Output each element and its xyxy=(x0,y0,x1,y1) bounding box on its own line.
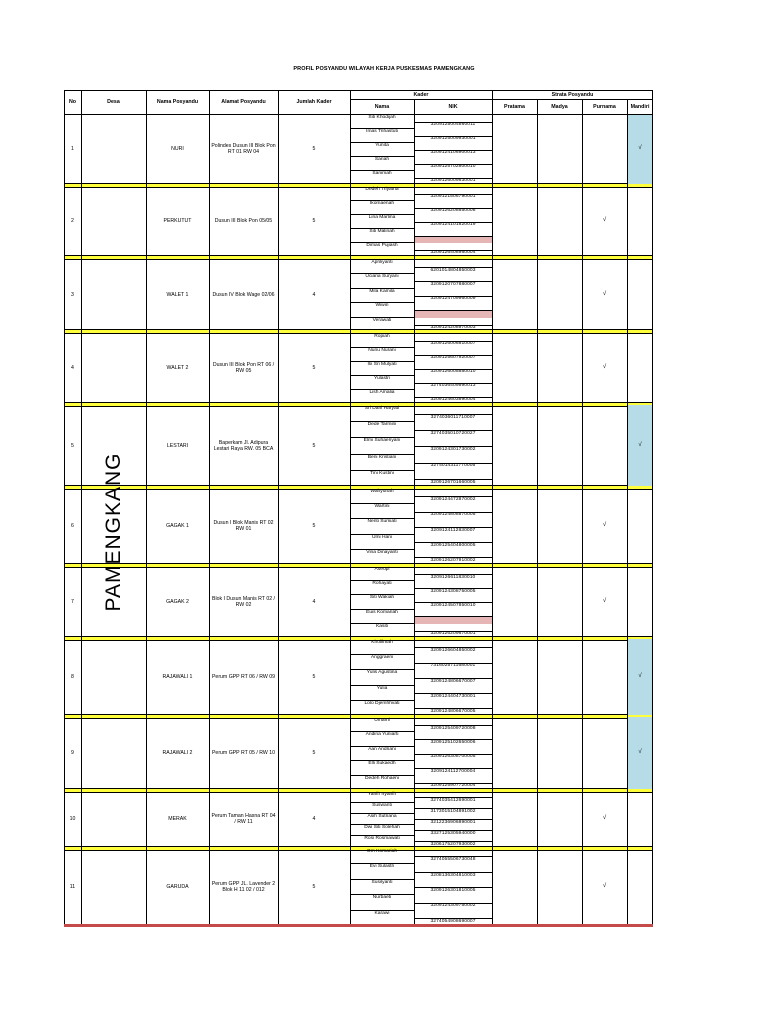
kader-name-divider xyxy=(350,534,414,535)
kader-nik: 6201014804850003 xyxy=(430,267,476,273)
kader-nik-divider xyxy=(414,236,492,237)
kader-name-divider xyxy=(350,317,414,318)
kader-nik: 3209125409720008 xyxy=(430,725,476,731)
kader-name-divider xyxy=(350,609,414,610)
kader-nik-divider xyxy=(414,631,492,632)
kader-name: Elmi Suhaeriyani xyxy=(363,438,401,444)
kader-nik-divider xyxy=(414,355,492,356)
posyandu-name: RAJAWALI 2 xyxy=(162,750,193,756)
kader-name-divider xyxy=(350,760,414,761)
kader-nik-divider xyxy=(414,557,492,558)
kader-nik: 3209120707880007 xyxy=(430,282,476,288)
kader-name: Yulastri xyxy=(373,376,391,381)
kader-count: 4 xyxy=(312,598,316,605)
kader-nik: 7316025711680001 xyxy=(430,663,476,669)
empty-nik-cell xyxy=(415,310,492,318)
row-number: 10 xyxy=(69,815,76,822)
kader-nik: 3209124507850010 xyxy=(430,602,476,608)
kader-name: Dwi Siti Solehah xyxy=(364,825,400,830)
kader-name-divider xyxy=(350,775,414,776)
kader-name-divider xyxy=(350,302,414,303)
kader-count: 5 xyxy=(312,442,316,449)
kader-name: Susilyanti xyxy=(371,879,393,885)
kader-nik: 3274014311770005 xyxy=(430,463,476,469)
kader-nik: 3209121506790001 xyxy=(430,194,476,200)
header-strata: Strata Posyandu xyxy=(551,91,594,98)
kader-nik-divider xyxy=(414,178,492,179)
kader-name-divider xyxy=(350,700,414,701)
row-number: 7 xyxy=(71,598,74,605)
kader-count: 4 xyxy=(312,292,316,298)
document-title: PROFIL POSYANDU WILAYAH KERJA PUSKESMAS PAMENGKANG xyxy=(293,66,475,72)
kader-nik-divider xyxy=(414,768,492,769)
kader-nik-divider xyxy=(414,918,492,919)
kader-count: 5 xyxy=(312,146,316,152)
kader-nik-divider xyxy=(414,194,492,195)
kader-name: Aan Andriani xyxy=(368,746,396,752)
kader-name-divider xyxy=(350,128,414,129)
posyandu-name: WALET 1 xyxy=(166,292,189,298)
kader-name-divider xyxy=(350,361,414,362)
kader-nik-divider xyxy=(414,527,492,528)
kader-nik-divider xyxy=(414,463,492,464)
kader-name-divider xyxy=(350,142,414,143)
row-number: 11 xyxy=(69,883,76,890)
kader-nik-divider xyxy=(414,663,492,664)
kader-name: Andina Yuniarti xyxy=(365,732,399,738)
kader-nik: 3209124404730001 xyxy=(430,693,476,699)
kader-name: Umami xyxy=(374,718,390,723)
kader-name-divider xyxy=(350,863,414,864)
kader-name-divider xyxy=(350,835,414,836)
kader-name: Apriliyanti xyxy=(371,260,393,265)
empty-nik-cell xyxy=(415,236,492,244)
kader-name-divider xyxy=(350,685,414,686)
posyandu-address: Perum Taman Hasna RT 04 / RW 11 xyxy=(211,812,276,825)
kader-nik: 3209126209670001 xyxy=(430,631,476,637)
kader-count: 5 xyxy=(312,365,316,371)
kader-nik: 3209126208850008 xyxy=(430,208,476,214)
header-alamat: Alamat Posyandu xyxy=(221,99,266,105)
kader-nik-divider xyxy=(414,208,492,209)
kader-nik-divider xyxy=(414,250,492,251)
kader-nik: 3209126701660005 xyxy=(430,479,476,485)
kader-nik: 3209124106900013 xyxy=(430,150,476,156)
kader-name: Rosi Rosmawati xyxy=(364,836,400,841)
kader-nik-divider xyxy=(414,602,492,603)
kader-name: Rohayati xyxy=(372,581,392,587)
row-number: 5 xyxy=(71,442,74,449)
kader-nik-divider xyxy=(414,512,492,513)
column-border xyxy=(350,90,351,924)
posyandu-name: GAGAK 1 xyxy=(166,523,189,529)
kader-name-divider xyxy=(350,347,414,348)
header-strata-pratama: Pratama xyxy=(504,103,525,110)
kader-name-divider xyxy=(350,518,414,519)
kader-nik-divider xyxy=(414,430,492,431)
kader-nik-divider xyxy=(414,296,492,297)
kader-nik: 3209124709960009 xyxy=(430,296,476,302)
header-jumlah-kader: Jumlah Kader xyxy=(296,99,332,105)
posyandu-address: Perum GPP RT 05 / RW 10 xyxy=(211,750,276,756)
kader-name: Aseopi xyxy=(374,567,390,572)
kader-nik: 3212236906890001 xyxy=(430,819,476,825)
kader-name-divider xyxy=(350,802,414,803)
posyandu-address: Perum GPP RT 06 / RW 09 xyxy=(211,674,276,680)
kader-nik-divider xyxy=(414,496,492,497)
kader-nik-divider xyxy=(414,739,492,740)
header-strata-madya: Madya xyxy=(551,103,568,110)
column-border xyxy=(492,90,493,924)
posyandu-address: Baperkam Jl. Adipura Lestari Raya RW. 05 BCA xyxy=(213,439,274,452)
kader-nik: 3274055506730048 xyxy=(430,857,476,863)
kader-name: Mila Kamila xyxy=(369,288,395,294)
kader-name: Verawati xyxy=(372,317,392,323)
kader-nik-divider xyxy=(414,872,492,873)
kader-name-divider xyxy=(350,813,414,814)
posyandu-address: Dusun IV Blok Wage 02/06 xyxy=(212,292,275,298)
row-number: 9 xyxy=(71,750,74,756)
desa-label: PAMENGKANG xyxy=(101,452,125,612)
posyandu-name: MERAK xyxy=(168,815,187,822)
kader-name-divider xyxy=(350,746,414,747)
kader-name: Om Komariah xyxy=(366,849,398,854)
kader-name: Dedeh Rohaeni xyxy=(365,775,399,781)
kader-nik: 3274054908690007 xyxy=(430,918,476,924)
kader-nik-divider xyxy=(414,588,492,589)
kader-name-divider xyxy=(350,580,414,581)
posyandu-address: Dusun I Blok Manis RT 02 RW 01 xyxy=(213,520,274,532)
kader-nik: 3274035412690001 xyxy=(430,797,476,803)
kader-name-divider xyxy=(350,228,414,229)
posyandu-address: Polindes Dusun III Blok Pon RT 01 RW 04 xyxy=(211,143,276,155)
kader-name: Uciana Suryani xyxy=(365,274,399,280)
kader-name: Wahyunah xyxy=(370,489,394,494)
kader-nik-divider xyxy=(414,310,492,311)
header-no: No xyxy=(68,99,77,105)
header-kader-nama: Nama xyxy=(374,103,390,110)
kader-nik-divider xyxy=(414,678,492,679)
kader-nik: 3209124472870002 xyxy=(430,497,476,503)
kader-nik: 3327125305940000 xyxy=(430,830,476,836)
kader-name-divider xyxy=(350,389,414,390)
kader-count: 5 xyxy=(312,523,316,529)
kader-nik-divider xyxy=(414,841,492,842)
kader-name: Suswanti xyxy=(372,803,392,808)
header-nama-posyandu: Nama Posyandu xyxy=(156,99,199,105)
kader-nik-divider xyxy=(414,281,492,282)
kader-name-divider xyxy=(350,273,414,274)
kader-name-divider xyxy=(350,375,414,376)
posyandu-address: Blok I Dusun Manis RT 02 / RW 02 xyxy=(212,595,275,608)
empty-nik-cell xyxy=(415,616,492,624)
kader-name-divider xyxy=(350,503,414,504)
kader-count: 5 xyxy=(312,750,316,756)
kader-nik: 3209124112700004 xyxy=(430,768,476,774)
row-number: 2 xyxy=(71,218,74,224)
kader-name: Ilx Sri Mulyati xyxy=(367,362,397,367)
kader-name: Tini Kustini xyxy=(370,470,394,476)
kader-name: Sariah xyxy=(374,157,390,162)
kader-nik: 3274036409890013 xyxy=(430,383,476,389)
kader-name-divider xyxy=(350,200,414,201)
kader-count: 5 xyxy=(312,674,316,680)
header-strata-mandiri: Mandiri xyxy=(630,103,650,110)
kader-nik-divider xyxy=(414,341,492,342)
kader-name: Karawi xyxy=(374,910,390,916)
kader-nik-divider xyxy=(414,830,492,831)
row-number: 1 xyxy=(71,146,74,152)
column-border xyxy=(209,90,210,924)
kader-name: Wartini xyxy=(374,504,390,510)
kader-name: Siti Khodijah xyxy=(368,115,396,120)
kader-name: Nenti Sumiati xyxy=(367,519,397,525)
kader-nik: 3209125702800010 xyxy=(430,164,476,170)
kader-name: Siti Wakiah xyxy=(369,595,395,601)
kader-header-divider xyxy=(350,99,653,100)
kader-nik: 3209126308700005 xyxy=(430,754,476,760)
row-number: 4 xyxy=(71,365,74,371)
strata-check-purnama: √ xyxy=(602,597,607,604)
kader-nik-divider xyxy=(414,856,492,857)
header-bottom-border xyxy=(64,114,653,115)
kader-nik: 3209124603890004 xyxy=(430,397,476,403)
kader-nik: 3209126408980004 xyxy=(430,250,476,256)
kader-name-divider xyxy=(350,242,414,243)
posyandu-name: GARUDA xyxy=(166,883,189,890)
kader-name: Dimas Pujiash xyxy=(366,243,398,248)
kader-nik-divider xyxy=(414,267,492,268)
posyandu-name: GAGAK 2 xyxy=(166,598,189,605)
posyandu-address: Dusun III Blok Pon 05/05 xyxy=(214,218,273,224)
column-border xyxy=(278,90,279,924)
kader-nik: 3209124308750005 xyxy=(430,588,476,594)
kader-name-divider xyxy=(350,894,414,895)
kader-name: Imas Trihastuti xyxy=(366,129,398,134)
kader-nik-divider xyxy=(414,479,492,480)
kader-nik: 3209124301730002 xyxy=(430,447,476,453)
kader-nik: 3209125404800005 xyxy=(430,542,476,548)
strata-check-mandiri: √ xyxy=(638,441,642,448)
header-kader-nik: NIK xyxy=(448,103,458,110)
kader-name-divider xyxy=(350,288,414,289)
kader-nik: 3274036011710007 xyxy=(430,414,476,420)
kader-nik-divider xyxy=(414,616,492,617)
kader-nik: 3274035010720027 xyxy=(430,430,476,436)
posyandu-name: NURI xyxy=(171,146,184,152)
row-number: 3 xyxy=(71,292,74,298)
kader-name: Yanih Iryanih xyxy=(367,792,397,797)
posyandu-name: LESTARI xyxy=(166,442,189,449)
kader-nik: 3209126005880010 xyxy=(430,369,476,375)
kader-name-divider xyxy=(350,214,414,215)
kader-name-divider xyxy=(350,594,414,595)
posyandu-name: WALET 2 xyxy=(166,365,189,371)
kader-name-divider xyxy=(350,824,414,825)
kader-name: Nurbaeti xyxy=(372,895,392,901)
kader-name: Elli Sukaedh xyxy=(368,761,396,767)
kader-name-divider xyxy=(350,879,414,880)
kader-name-divider xyxy=(350,910,414,911)
kader-name: Anggraeni xyxy=(370,655,394,661)
kader-nik-divider xyxy=(414,122,492,123)
strata-check-purnama: √ xyxy=(602,814,607,821)
kader-nik: 3209124806670007 xyxy=(430,678,476,684)
kader-nik: 3209126009830001 xyxy=(430,178,476,184)
kader-nik: 3209126207910002 xyxy=(430,557,476,563)
kader-name: Vina Dinayanti xyxy=(366,549,398,555)
column-border xyxy=(81,90,82,924)
kader-nik-divider xyxy=(414,887,492,888)
kader-name-divider xyxy=(350,156,414,157)
posyandu-table xyxy=(64,90,653,928)
kader-nik: 3209125004860011 xyxy=(430,122,476,128)
kader-nik-divider xyxy=(414,808,492,809)
kader-nik-divider xyxy=(414,725,492,726)
kader-nik-divider xyxy=(414,325,492,326)
kader-name-divider xyxy=(350,470,414,471)
strata-check-mandiri: √ xyxy=(638,749,642,755)
posyandu-name: RAJAWALI 1 xyxy=(162,674,193,680)
kader-nik-divider xyxy=(414,369,492,370)
kader-nik: 3209125102650006 xyxy=(430,740,476,746)
kader-name: Umi Hani xyxy=(371,534,393,540)
kader-name: Beni Kristiani xyxy=(367,454,397,460)
column-border xyxy=(537,99,538,924)
kader-nik: 3209126301810005 xyxy=(430,888,476,894)
kader-name: Evi Sulastri xyxy=(369,864,395,870)
kader-name: Dede Tarmini xyxy=(367,422,397,428)
kader-name-divider xyxy=(350,669,414,670)
kader-nik: 3173015104891002 xyxy=(430,808,476,814)
strata-check-mandiri: √ xyxy=(638,673,642,679)
kader-nik: 3206175207930002 xyxy=(430,841,476,847)
kader-nik: 3209124112830007 xyxy=(430,527,476,533)
row-number: 8 xyxy=(71,674,74,680)
kader-name: Wiwin xyxy=(375,303,389,309)
kader-name-divider xyxy=(350,421,414,422)
header-desa: Desa xyxy=(107,99,120,105)
kader-name: Siti Malinah xyxy=(369,229,395,234)
kader-nik-divider xyxy=(414,222,492,223)
kader-name-divider xyxy=(350,437,414,438)
kader-name-divider xyxy=(350,731,414,732)
column-border xyxy=(146,90,147,924)
kader-nik-divider xyxy=(414,708,492,709)
kader-name: Lolo Djemhhvati xyxy=(364,700,400,706)
column-border xyxy=(414,99,415,924)
posyandu-address: Dusun III Blok Pon RT 06 / RW 05 xyxy=(212,362,275,374)
kader-name: Ikomaenah xyxy=(369,201,395,206)
kader-count: 4 xyxy=(312,815,316,822)
column-border xyxy=(652,90,653,924)
kader-name: Lina Marlina xyxy=(368,215,396,220)
kader-name: Yunita xyxy=(375,143,389,148)
kader-name: Lish Amalia xyxy=(369,390,395,395)
kader-nik-divider xyxy=(414,819,492,820)
kader-nik-divider xyxy=(414,542,492,543)
kader-name: Sanimah xyxy=(372,171,392,176)
kader-nik: 3208136304810003 xyxy=(430,872,476,878)
kader-nik: 3209125907720004 xyxy=(430,783,476,789)
kader-count: 5 xyxy=(312,883,316,890)
table-top-border xyxy=(64,90,653,91)
posyandu-address: Perum GPP JL. Lavender 2 Blok H 11 02 / 012 xyxy=(211,880,276,893)
header-strata-purnama: Purnama xyxy=(593,103,616,110)
header-kader: Kader xyxy=(413,91,429,98)
posyandu-name: PERKUTUT xyxy=(163,218,192,224)
kader-name-divider xyxy=(350,654,414,655)
kader-name: Kasiti xyxy=(376,623,388,629)
kader-nik: 3209125009930001 xyxy=(430,136,476,142)
kader-name: Dedeh Triyatna xyxy=(365,187,399,192)
kader-name: Yulia xyxy=(376,685,388,691)
kader-name: Ropiah xyxy=(374,334,390,339)
kader-nik-divider xyxy=(414,903,492,904)
kader-nik: 3209126604850002 xyxy=(430,648,476,654)
strata-check-purnama: √ xyxy=(602,291,607,297)
kader-nik-divider xyxy=(414,150,492,151)
kader-name: Asih Sutriana xyxy=(367,814,397,819)
kader-name: Yulis Agustina xyxy=(366,670,398,676)
kader-nik-divider xyxy=(414,383,492,384)
kader-nik-divider xyxy=(414,647,492,648)
kader-name: Sri Dani Haryati xyxy=(364,406,400,411)
column-border xyxy=(627,99,628,924)
kader-name-divider xyxy=(350,170,414,171)
kader-nik-divider xyxy=(414,414,492,415)
kader-nik-divider xyxy=(414,446,492,447)
row-number: 6 xyxy=(71,523,74,529)
strata-check-purnama: √ xyxy=(602,522,607,528)
kader-nik: 3209126611830010 xyxy=(430,574,476,580)
kader-nik-divider xyxy=(414,797,492,798)
kader-nik-divider xyxy=(414,136,492,137)
kader-nik: 3209124101820019 xyxy=(430,222,476,228)
kader-nik-divider xyxy=(414,574,492,575)
kader-count: 5 xyxy=(312,218,316,224)
kader-nik: 3209124806670005 xyxy=(430,708,476,714)
kader-nik-divider xyxy=(414,164,492,165)
strata-check-mandiri: √ xyxy=(638,145,642,151)
strata-check-purnama: √ xyxy=(602,364,607,370)
kader-nik: 3209125607920007 xyxy=(430,355,476,361)
kader-nik: 3209124208970003 xyxy=(430,325,476,331)
kader-name-divider xyxy=(350,623,414,624)
kader-name: Euis Komariah xyxy=(366,609,398,615)
kader-nik: 3209124309750002 xyxy=(430,903,476,909)
kader-nik-divider xyxy=(414,783,492,784)
kader-nik: 3209126006810007 xyxy=(430,341,476,347)
kader-nik-divider xyxy=(414,754,492,755)
kader-nik: 3209124808870005 xyxy=(430,512,476,518)
kader-name: Kholilmah xyxy=(371,640,393,645)
kader-nik-divider xyxy=(414,397,492,398)
kader-name: Nunu Nurani xyxy=(368,348,396,353)
strata-check-purnama: √ xyxy=(602,217,607,223)
kader-name-divider xyxy=(350,549,414,550)
kader-name-divider xyxy=(350,454,414,455)
column-border xyxy=(582,99,583,924)
kader-nik-divider xyxy=(414,693,492,694)
column-border xyxy=(64,90,65,924)
strata-check-purnama: √ xyxy=(602,882,607,889)
